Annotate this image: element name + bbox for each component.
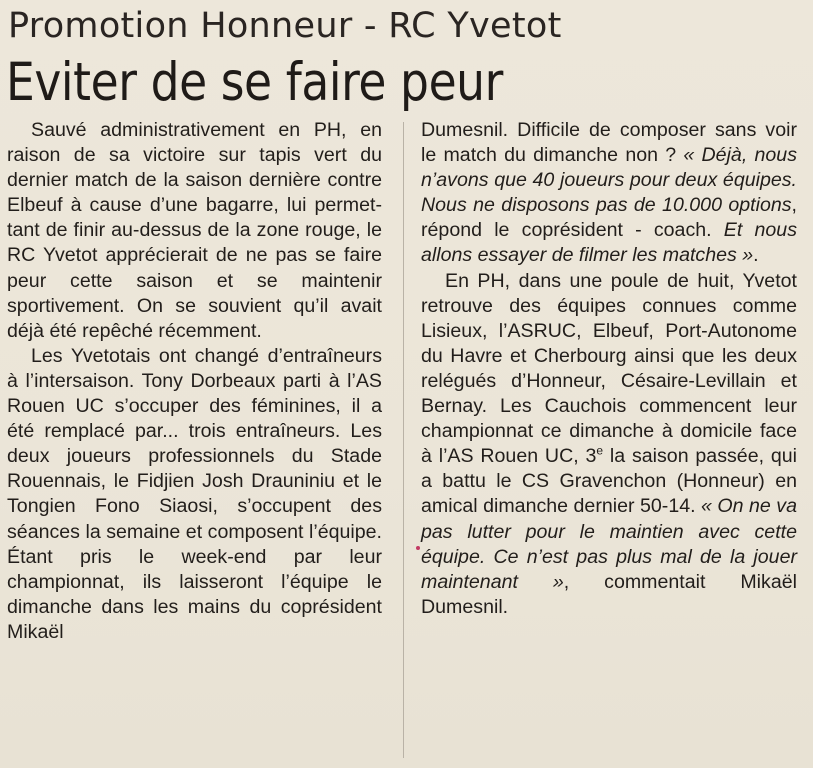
paragraph-4 [421, 269, 797, 620]
paragraph-3 [421, 118, 797, 269]
ink-dot [416, 546, 420, 550]
paragraph-4-end: , commentait Mikaël Dumesnil. [421, 570, 797, 618]
ordinal-superscript: e [596, 443, 604, 458]
paragraph-3-mid: , répond le coprésident - coach. [421, 194, 797, 242]
paragraph-2: Les Yvetotais ont changé d’entraîneurs à l’intersaison. Tony Dorbeaux parti à l’AS Rouen UC s’occuper des féminines, il a été remplacé par... trois entraîneurs. Les deux joueurs professionnels du Stade Rouennais, le Fidjien Josh Drauniniu et le Tongien Fono Siaosi, s’occupent des séances la semaine et composent l’équipe. Étant pris le week-end par leur championnat, ils laisseront l’équipe le dimanche dans les mains du coprésident Mikaël [7, 344, 382, 643]
right-column [421, 118, 797, 620]
paragraph-4-mid: la saison passée, qui a battu le CS Gravenchon (Honneur) en amical dimanche dernier 50-14. [421, 445, 797, 518]
quote-1: « Déjà, nous n’avons que 40 joueurs pour deux équipes. Nous ne disposons pas de 10.000 options [421, 144, 797, 217]
quote-3: « On ne va pas lutter pour le maintien avec cette équipe. Ce n’est pas plus mal de la jouer maintenant » [421, 495, 798, 593]
quote-2: Et nous allons essayer de filmer les matches » [421, 219, 797, 267]
paragraph-3-end: . [753, 244, 759, 267]
article-headline: Eviter de se faire peur [6, 52, 503, 113]
column-divider [403, 122, 404, 758]
paragraph-4-start: En PH, dans une poule de huit, Yvetot retrouve des équipes connues comme Lisieux, l’ASRUC, Elbeuf, Port-Autonome du Havre et Cherbourg ainsi que les deux relégués d’Honneur, Césaire-Levillain et Bernay. Les Cauchois commencent leur championnat ce dimanche à domicile face à l’AS Rouen UC, 3 [421, 269, 797, 468]
article-kicker: Promotion Honneur - RC Yvetot [8, 6, 562, 46]
paragraph-3-start: Dumesnil. Difficile de composer sans voir le match du dimanche non ? [421, 119, 797, 167]
left-column [7, 118, 382, 645]
paragraph-1: Sauvé administrativement en PH, en raison de sa victoire sur tapis vert du dernier match de la saison dernière contre Elbeuf à cause d’une bagarre, lui permettant de finir au-dessus de la zone rouge, le RC Yvetot apprécierait de ne pas se faire peur cette saison et se maintenir sportivement. On se souvient qu’il avait déjà été repêché récemment. [7, 119, 382, 342]
